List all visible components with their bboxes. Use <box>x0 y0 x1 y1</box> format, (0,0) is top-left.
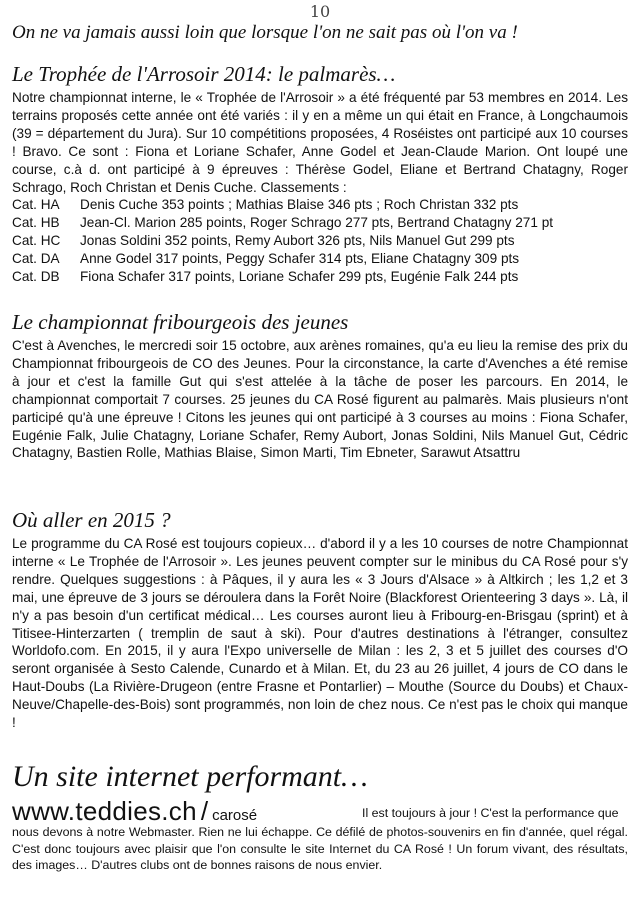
classement-row <box>12 250 553 268</box>
trophee-paragraph: Notre championnat interne, le « Trophée de l'Arrosoir » a été fréquenté par 53 membres en 2014. Les terrains proposés cette année ont été variés : il y en a même un qui était en France, à Longchaumois (39 = département du Jura). Sur 10 compétitions proposées, 4 Roséistes ont participé aux 10 courses ! Bravo. Ce sont : Fiona et Loriane Schafer, Anne Godel et Jean-Claude Marion. Ont loupé une course, c.à d. ont participé à 9 épreuves : Thérèse Godel, Eliane et Bertrand Chatagny, Roger Schrago, Roch Christan et Denis Cuche. Classements : <box>12 90 628 195</box>
classement-cat: Cat. HC <box>12 233 61 249</box>
aller-paragraph: Le programme du CA Rosé est toujours copieux… d'abord il y a les 10 courses de notre Championnat interne « Le Trophée de l'Arrosoir ». Les jeunes peuvent compter sur le minibus du CA Rosé pour s'y rendre. Quelques suggestions : à Pâques, il y aura les « 3 Jours d'Alsace » à Altkirch ; les 1,2 et 3 mai, une épreuve de 3 jours se déroulera dans la Forêt Noire (Blackforest Orienteering 3 days ». Là, il n'y a pas besoin d'un certificat médical… Les courses auront lieu à Fribourg-en-Brisgau (sprint) et à Titisee-Hinterzarten ( tremplin de saut à ski). Pour d'autres destinations à l'étranger, consultez Worldofo.com. En 2015, il y aura l'Expo universelle de Milan : les 2, 3 et 5 juillet des courses d'O seront organisée à Sesto Calende, Cunardo et à Milan. Et, du 23 au 26 juillet, 4 jours de CO dans le Haut-Doubs (La Rivière-Drugeon (entre Frasne et Pontarlier) – Mouthe (Source du Doubs) et Chaux-Neuve/Chapelle-des-Bois) sont programmés, non loin de chez nous. Ce n'est pas le choix qui manque ! <box>12 536 628 731</box>
site-heading: Un site internet performant… <box>12 760 368 793</box>
jeunes-paragraph: C'est à Avenches, le mercredi soir 15 octobre, aux arènes romaines, qu'a eu lieu la remise des prix du Championnat fribourgeois de CO des Jeunes. Pour la circonstance, la carte d'Avenches a été remise à jour et c'est la famille Gut qui s'est attelée à la tâche de poser les parcours. En 2014, le championnat comportait 7 courses. 25 jeunes du CA Rosé figurent au palmarès. Mais plusieurs n'ont participé qu'à une épreuve ! Citons les jeunes qui ont participé à 3 courses au moins : Fiona Schafer, Eugénie Falk, Julie Chatagny, Loriane Schafer, Remy Aubort, Jonas Soldini, Nils Manuel Gut, Cédric Chatagny, Bastien Rolle, Mathias Blaise, Simon Marti, Tim Ebneter, Sarawut Atsattru <box>12 338 628 461</box>
jeunes-section <box>12 310 628 462</box>
site-paragraph: nous devons à notre Webmaster. Rien ne lui échappe. Ce défilé de photos-souvenirs en fin d'année, quel régal. C'est donc toujours avec plaisir que l'on consulte le site Internet du CA Rosé ! Un forum vivant, des résultats, des images… D'autres clubs ont de bonnes raisons de nous envier. <box>12 825 628 872</box>
site-section <box>12 760 628 874</box>
classement-row <box>12 232 553 250</box>
classement-results: Anne Godel 317 points, Peggy Schafer 314 pts, Eliane Chatagny 309 pts <box>80 251 520 267</box>
classement-row <box>12 214 553 232</box>
site-first-line: Il est toujours à jour ! C'est la performance que <box>362 806 619 820</box>
jeunes-heading: Le championnat fribourgeois des jeunes <box>12 310 349 334</box>
site-line <box>12 796 628 824</box>
trophee-heading: Le Trophée de l'Arrosoir 2014: le palmarès… <box>12 62 396 86</box>
site-separator: / <box>200 796 209 826</box>
site-url-link[interactable]: www.teddies.ch <box>12 796 197 826</box>
site-name: carosé <box>212 807 258 824</box>
classement-results: Jonas Soldini 352 points, Remy Aubort 326 pts, Nils Manuel Gut 299 pts <box>80 233 515 249</box>
aller-heading: Où aller en 2015 ? <box>12 508 171 532</box>
classement-cat: Cat. HA <box>12 197 60 213</box>
classement-results: Fiona Schafer 317 points, Loriane Schafer 299 pts, Eugénie Falk 244 pts <box>80 269 519 285</box>
classement-cat: Cat. DA <box>12 251 60 267</box>
classement-results: Denis Cuche 353 points ; Mathias Blaise 346 pts ; Roch Christan 332 pts <box>80 197 519 213</box>
classement-row <box>12 268 553 286</box>
motto: On ne va jamais aussi loin que lorsque l'on ne sait pas où l'on va ! <box>12 22 518 43</box>
classement-cat: Cat. HB <box>12 215 60 231</box>
classement-results: Jean-Cl. Marion 285 points, Roger Schrago 277 pts, Bertrand Chatagny 271 pt <box>80 215 554 231</box>
classement-cat: Cat. DB <box>12 269 60 285</box>
classement-row <box>12 196 553 214</box>
aller-section <box>12 508 628 732</box>
classements-table <box>12 196 553 286</box>
page-number: 10 <box>309 2 331 21</box>
trophee-section <box>12 62 628 286</box>
